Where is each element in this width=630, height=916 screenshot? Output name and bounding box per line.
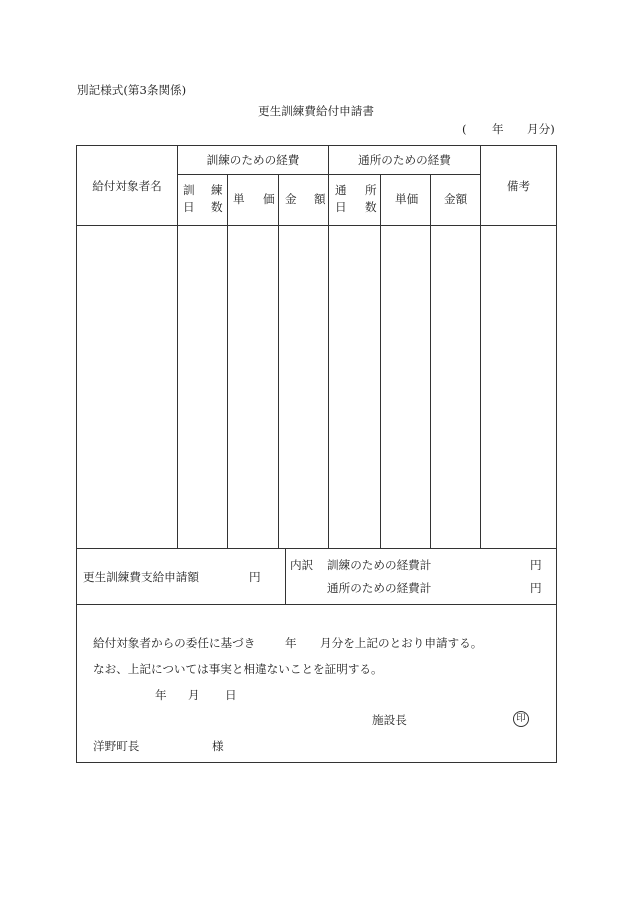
declaration-line1-year: 年 <box>285 636 297 650</box>
training-amount-header <box>278 174 343 226</box>
addressee-honorific: 様 <box>212 739 224 753</box>
form-title: 更生訓練費給付申請書 <box>258 104 374 118</box>
commute-unit-price-header <box>380 174 431 226</box>
date-day-label: 日 <box>225 688 237 702</box>
breakdown-label: 内訳 <box>290 558 314 572</box>
period-open-paren: ( <box>462 122 467 136</box>
period-month-label: 月分) <box>527 122 555 136</box>
commute-days-header-line2: 日数 <box>335 200 395 214</box>
declaration-line1-before: 給付対象者からの委任に基づき <box>93 636 256 650</box>
date-month-label: 月 <box>188 688 200 702</box>
training-expense-group-label: 訓練のための経費 <box>206 153 300 167</box>
commute-amount-column <box>430 225 481 549</box>
training-days-header <box>177 174 239 226</box>
remarks-column <box>480 225 557 549</box>
commute-amount-header <box>430 174 481 226</box>
training-expense-group-header <box>177 145 329 175</box>
request-amount-cell <box>76 548 286 605</box>
remarks-header <box>480 145 557 226</box>
recipient-name-header-label: 給付対象者名 <box>92 178 162 193</box>
commute-days-column <box>328 225 381 549</box>
period-year-label: 年 <box>492 122 504 136</box>
training-days-header-line1: 訓練 <box>183 183 239 197</box>
remarks-header-label: 備考 <box>506 178 531 193</box>
breakdown-cell <box>285 548 557 605</box>
recipient-name-header <box>76 145 178 226</box>
declaration-line2: なお、上記については事実と相違ないことを証明する。 <box>93 662 383 676</box>
commute-total-unit: 円 <box>530 581 542 595</box>
commute-total-label: 通所のための経費計 <box>327 581 432 595</box>
facility-head-label: 施設長 <box>372 713 407 727</box>
training-unit-price-header <box>227 174 293 226</box>
training-total-unit: 円 <box>530 558 542 572</box>
date-year-label: 年 <box>155 688 167 702</box>
training-amount-column <box>278 225 329 549</box>
training-unit-price-label: 単価 <box>233 192 293 206</box>
training-total-label: 訓練のための経費計 <box>327 558 432 572</box>
training-days-column <box>177 225 228 549</box>
commute-unit-price-label: 単価 <box>395 192 419 206</box>
seal-mark-icon: 印 <box>513 711 529 727</box>
addressee-label: 洋野町長 <box>93 739 140 753</box>
recipient-name-column <box>76 225 178 549</box>
commute-expense-group-label: 通所のための経費 <box>358 153 451 167</box>
training-days-header-line2: 日数 <box>183 200 239 214</box>
training-unit-price-column <box>227 225 279 549</box>
commute-days-header <box>328 174 395 226</box>
declaration-section <box>76 604 557 763</box>
form-reference: 別記様式(第3条関係) <box>77 83 187 97</box>
declaration-line1-after: 月分を上記のとおり申請する。 <box>320 636 483 650</box>
training-amount-label: 金額 <box>285 192 343 206</box>
commute-amount-label: 金額 <box>444 192 468 206</box>
request-amount-unit: 円 <box>249 570 261 584</box>
request-amount-label: 更生訓練費支給申請額 <box>83 570 199 584</box>
commute-days-header-line1: 通所 <box>335 183 395 197</box>
commute-expense-group-header <box>328 145 481 175</box>
commute-unit-price-column <box>380 225 431 549</box>
